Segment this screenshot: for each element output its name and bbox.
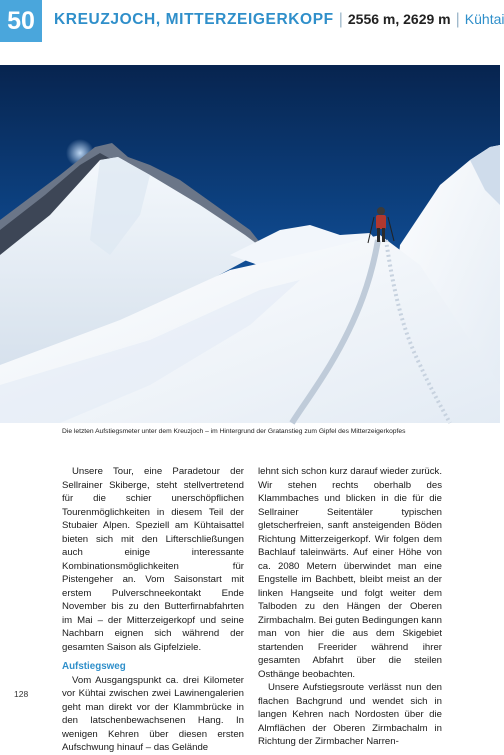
- page-number: 128: [14, 689, 29, 699]
- text-column-right: [258, 465, 442, 749]
- tour-photo: [0, 65, 500, 423]
- title-separator: |: [338, 11, 343, 28]
- tour-name: KREUZJOCH, MITTERZEIGERKOPF: [54, 11, 334, 28]
- body-paragraph: Unsere Tour, eine Paradetour der Sellrainer Skiberge, steht stellvertretend für die schier unerschöpflichen Tourenmöglichkeiten in diesem Teil der Stubaier Alpen. Speziell am Kühtaisattel bieten sich mit den Lifterschließungen auch einige interessante Kombinationsmöglichkeiten für Pistengeher an. Vom Saisonstart mit erstem Pulverschneekontakt Ende November bis zu den Butterfirnabfahrten im Mai – der Mitterzeigerkopf und seine Nachbarn eignen sich während der gesamten Saison als Gipfelziele.: [62, 466, 244, 653]
- tour-title-line: [54, 11, 504, 33]
- tour-altitude: 2556 m, 2629 m: [347, 11, 451, 27]
- photo-caption: Die letzten Aufstiegsmeter unter dem Kreuzjoch – im Hintergrund der Gratanstieg zum Gipfel des Mitterzeigerkopfes: [62, 428, 406, 435]
- text-column-left: [62, 465, 244, 755]
- ski-tour-photo-illustration: [0, 65, 500, 423]
- body-paragraph: lehnt sich schon kurz darauf wieder zurück. Wir stehen rechts oberhalb des Klammbaches und blicken in die für die Sellrainer Seitentäler typischen gletscherfreien, sanft ansteigenden Böden Richtung Mitterzeigerkopf. Wir folgen dem Bachlauf taleinwärts. Auf einer Höhe von ca. 2080 Metern überwindet man eine Engstelle im Bachbett, bleibt meist an der linken Hangseite und folgt weiter dem Talboden zu den Hängen der Oberen Zirmbachalm. Bei guten Bedingungen kann man von hier die aus dem Skigebiet startenden Freerider während ihrer gesamten Abfahrt über die steilen Osthänge beobachten.: [258, 466, 442, 680]
- body-paragraph: Vom Ausgangspunkt ca. drei Kilometer vor Kühtai zwischen zwei Lawinengalerien geht man direkt vor der Klammbrücke in den latschenbewachsenen Hang. In wenigen Kehren über diesen ersten Aufschwung hinauf – das Gelände: [62, 674, 244, 753]
- title-separator: |: [455, 11, 460, 28]
- page-header: [0, 0, 504, 42]
- tour-number-badge: 50: [0, 0, 42, 42]
- tour-area: Kühtai: [464, 11, 504, 27]
- section-subheading: Aufstiegsweg: [62, 661, 126, 672]
- body-paragraph: Unsere Aufstiegsroute verlässt nun den flachen Bachgrund und wendet sich in langen Kehren nach Nordosten über die Almflächen der Oberen Zirmbachalm in Richtung der Zirmbacher Narren-: [258, 682, 442, 747]
